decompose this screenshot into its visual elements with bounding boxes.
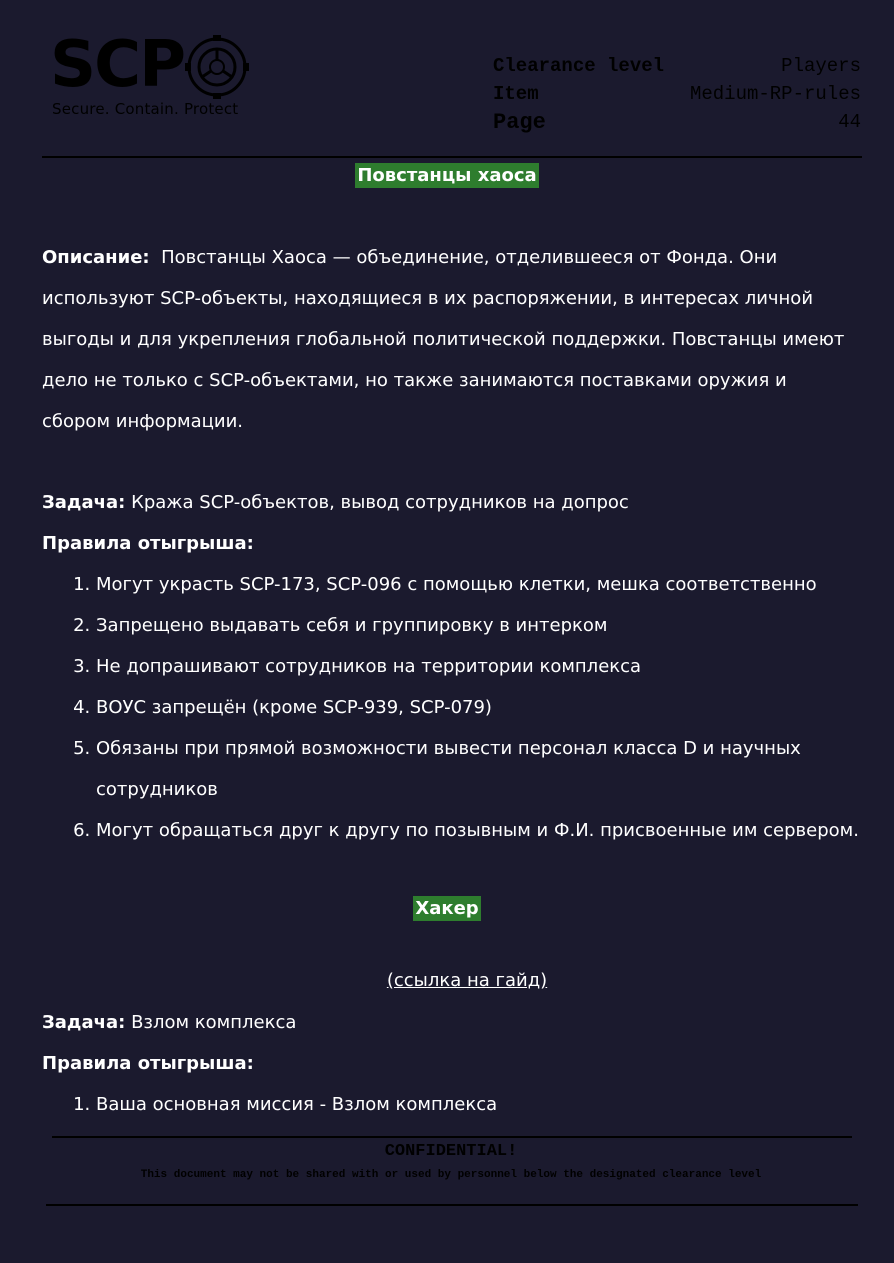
description-paragraph — [42, 237, 857, 442]
section-title-text: Хакер — [415, 898, 479, 919]
logo-tagline: Secure. Contain. Protect — [52, 100, 239, 118]
description-text: Повстанцы Хаоса — объединение, отделившееся от Фонда. Они используют SCP-объекты, находящиеся в их распоряжении, в интересах личной выгоды и для укрепления глобальной политической поддержки. Повстанцы имеют дело не только с SCP-объектами, но также занимаются поставками оружия и сбором информации. — [42, 247, 845, 432]
scp-logo — [50, 30, 260, 120]
footer-divider-top — [52, 1136, 852, 1138]
meta-value: 44 — [838, 111, 861, 133]
task-line — [42, 1002, 857, 1043]
list-item: 6. Могут обращаться друг к другу по позывным и Ф.И. присвоенные им сервером. — [96, 810, 894, 851]
document-meta — [493, 52, 861, 136]
confidential-note: This document may not be shared with or used by personnel below the designated clearance level — [140, 1169, 762, 1181]
logo-text: SCP — [50, 28, 184, 102]
meta-key: Clearance level — [493, 55, 665, 77]
task-line — [42, 482, 857, 523]
footer-divider-bottom — [46, 1204, 858, 1206]
rules-heading — [42, 523, 857, 564]
section-title-chaos — [0, 165, 894, 186]
task-text: Кража SCP-объектов, вывод сотрудников на допрос — [131, 492, 629, 513]
rules-list — [42, 1084, 894, 1125]
task-label: Задача: — [42, 492, 126, 513]
list-item: 1. Могут украсть SCP-173, SCP-096 с помощью клетки, мешка соответственно — [96, 564, 894, 605]
rules-heading — [42, 1043, 857, 1084]
meta-key: Item — [493, 83, 539, 105]
rules-list — [42, 564, 894, 851]
section-title-text: Повстанцы хаоса — [357, 165, 537, 186]
list-item: 5. Обязаны при прямой возможности вывести персонал класса D и научных сотрудников — [96, 728, 894, 810]
rules-label: Правила отыгрыша: — [42, 1053, 254, 1074]
confidential-title: CONFIDENTIAL! — [384, 1142, 518, 1161]
description-label: Описание: — [42, 247, 150, 268]
list-item: 4. ВОУС запрещён (кроме SCP-939, SCP-079) — [96, 687, 894, 728]
meta-item — [493, 80, 861, 108]
list-item: 2. Запрещено выдавать себя и группировку в интерком — [96, 605, 894, 646]
meta-clearance — [493, 52, 861, 80]
list-item: 3. Не допрашивают сотрудников на территории комплекса — [96, 646, 894, 687]
scp-emblem-icon — [184, 34, 250, 100]
meta-value: Players — [781, 55, 861, 77]
task-label: Задача: — [42, 1012, 126, 1033]
list-item: 1. Ваша основная миссия - Взлом комплекса — [96, 1084, 894, 1125]
guide-link[interactable]: (ссылка на гайд) — [386, 970, 548, 991]
meta-page — [493, 108, 861, 136]
meta-value: Medium-RP-rules — [689, 83, 861, 105]
guide-link-wrapper — [0, 970, 894, 991]
task-text: Взлом комплекса — [131, 1012, 297, 1033]
rules-label: Правила отыгрыша: — [42, 533, 254, 554]
header-divider — [42, 156, 862, 158]
section-title-hacker — [0, 898, 894, 919]
meta-key: Page — [493, 109, 546, 135]
